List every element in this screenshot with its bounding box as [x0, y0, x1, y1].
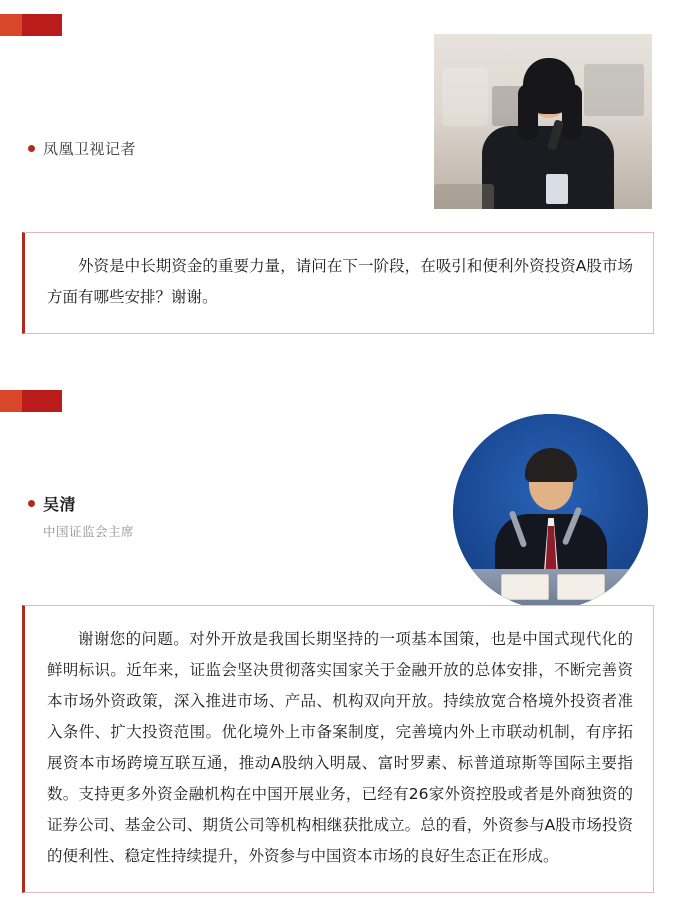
- answer-text: 谢谢您的问题。对外开放是我国长期坚持的一项基本国策，也是中国式现代化的鲜明标识。近年来，证监会坚决贯彻落实国家关于金融开放的总体安排，不断完善资本市场外资政策，深入推进市场、产品、机构双向开放。持续放宽合格境外投资者准入条件、扩大投资范围。优化境外上市备案制度，完善境内外上市联动机制，有序拓展资本市场跨境互联互通，推动A股纳入明晟、富时罗素、标普道琼斯等国际主要指数。支持更多外资金融机构在中国开展业务，已经有26家外资控股或者是外商独资的证券公司、基金公司、期货公司等机构相继获批成立。总的看，外资参与A股市场投资的便利性、稳定性持续提升，外资参与中国资本市场的良好生态正在形成。: [47, 630, 633, 865]
- background-blur-shape: [434, 184, 494, 209]
- marker-segment-orange: [0, 14, 22, 36]
- speaker-row-question: [0, 34, 676, 224]
- speaker-title-answer: 中国证监会主席: [43, 525, 135, 539]
- marker-segment-orange: [0, 390, 22, 412]
- speaker-name-question: 凤凰卫视记者: [43, 141, 137, 158]
- conference-desk: [453, 569, 648, 609]
- background-blur-shape: [584, 64, 644, 116]
- speaker-info-answer: [28, 492, 134, 540]
- question-text: 外资是中长期资金的重要力量，请问在下一阶段，在吸引和便利外资投资A股市场方面有哪些安排？谢谢。: [47, 257, 633, 306]
- photo-official: [453, 414, 648, 609]
- section-marker-question: [0, 14, 62, 36]
- nameplate: [501, 574, 549, 600]
- photo-reporter: [434, 34, 652, 209]
- speaker-name-line: [28, 492, 134, 515]
- nameplate: [557, 574, 605, 600]
- qa-block-question: [0, 14, 676, 306]
- marker-segment-red: [22, 14, 62, 36]
- speaker-name-answer: 吴清: [43, 497, 77, 514]
- quote-box-question: [22, 232, 654, 334]
- speaker-name-line: [28, 138, 136, 159]
- figure-hair-side: [562, 84, 582, 140]
- figure-hair-side: [518, 84, 538, 140]
- bullet-icon: [28, 500, 35, 507]
- quote-box-answer: [22, 605, 654, 893]
- background-blur-shape: [442, 68, 488, 126]
- badge-lanyard: [546, 174, 568, 204]
- speaker-info-question: [28, 138, 136, 159]
- marker-segment-red: [22, 390, 62, 412]
- speaker-row-answer: [0, 414, 676, 619]
- qa-block-answer: [0, 390, 676, 865]
- bullet-icon: [28, 145, 35, 152]
- section-marker-answer: [0, 390, 62, 412]
